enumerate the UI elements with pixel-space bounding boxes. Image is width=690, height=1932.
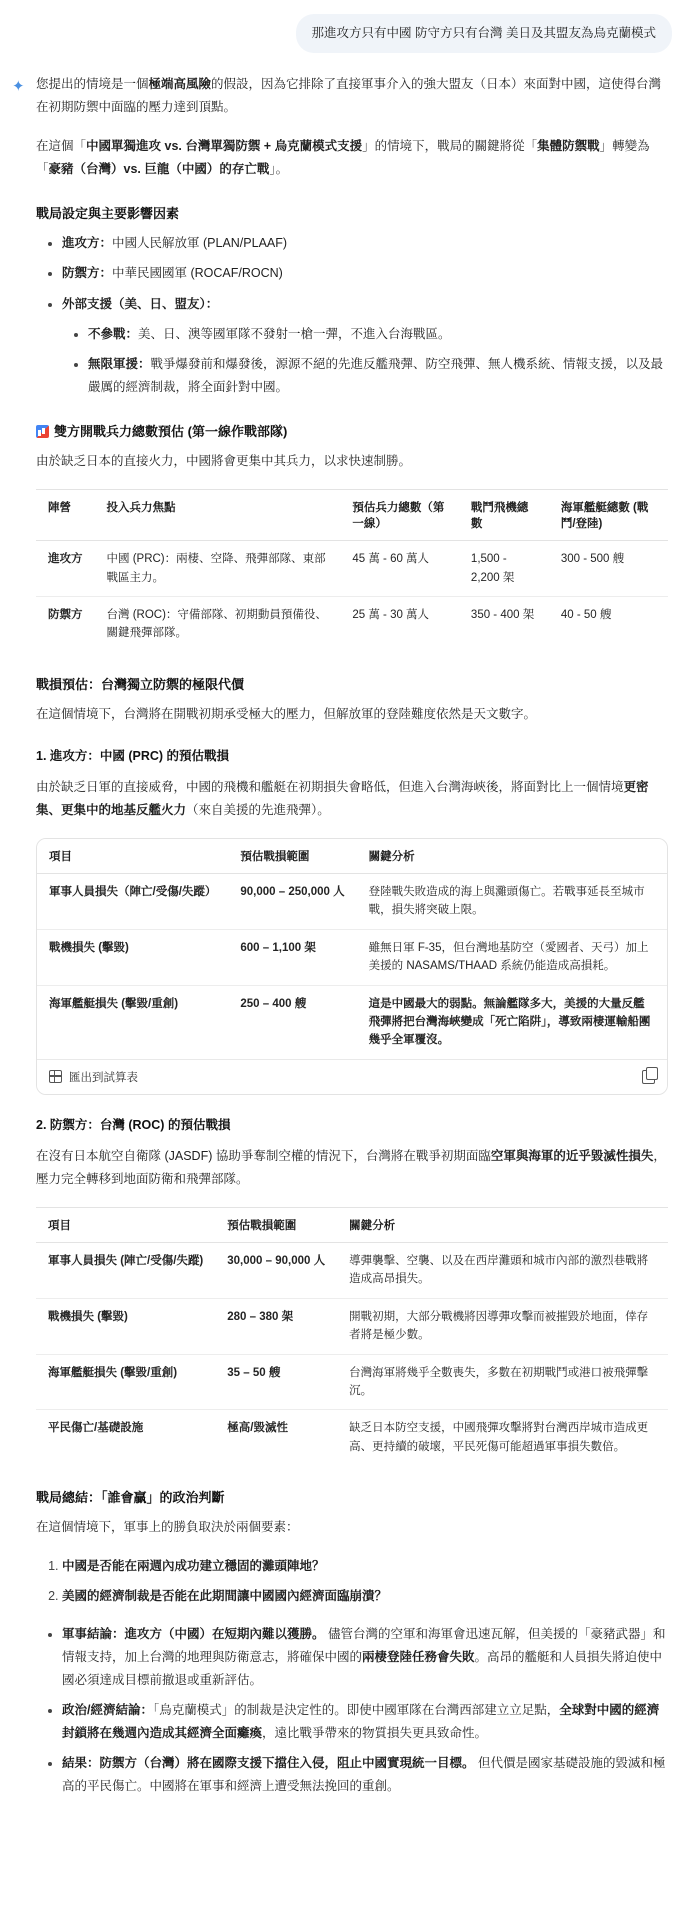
list-item	[62, 1699, 668, 1745]
setup-list	[36, 232, 668, 399]
roc-loss-table-wrap	[36, 1207, 668, 1465]
col-header: 預估戰損範圍	[228, 839, 356, 874]
cell: 戰機損失 (擊毀)	[37, 929, 228, 985]
table-row	[37, 874, 667, 930]
conclusion-num-1: 美國的經濟制裁是否能在此期間讓中國國內經濟面臨崩潰？	[62, 1589, 388, 1604]
conclusion-b1-text2: ，遠比戰爭帶來的物質損失更具致命性。	[262, 1726, 488, 1741]
roc-loss-table-block	[36, 1207, 668, 1465]
cell: 35 – 50 艘	[215, 1354, 337, 1410]
list-item	[62, 1555, 668, 1578]
cell: 600 – 1,100 架	[228, 929, 356, 985]
list-item	[62, 1752, 668, 1798]
cell: 進攻方	[36, 541, 95, 597]
intro-p2-d: 集體防禦戰	[537, 139, 600, 153]
assistant-response	[0, 63, 690, 1799]
force-table-block	[36, 489, 668, 652]
col-header: 投入兵力焦點	[95, 490, 341, 541]
cell: 中國 (PRC)：兩棲、空降、飛彈部隊、東部戰區主力。	[95, 541, 341, 597]
table-header-row	[36, 1208, 668, 1243]
cell: 90,000 – 250,000 人	[228, 874, 356, 930]
prc-intro-b: 更密集、更集中的地基反艦火力	[36, 779, 649, 817]
list-item	[62, 293, 668, 400]
conclusion-b1-label: 政治/經濟結論：	[62, 1702, 153, 1717]
cell-bold: 這是中國最大的弱點。無論艦隊多大，美援的大量反艦飛彈將把台灣海峽變成「死亡陷阱」，導致兩棲運輸船團幾乎全軍覆沒。	[368, 997, 651, 1047]
prc-loss-table	[37, 839, 667, 1059]
conclusion-b0-text: 儘管台灣的空軍和海軍會迅速瓦解，但美援的「豪豬武器」和情報支持，加上台灣的地理與防衛意志，將確保中國的	[62, 1626, 666, 1664]
setup-sublist	[62, 323, 668, 399]
setup-sub-0-label: 不參戰：	[88, 326, 139, 341]
prc-loss-heading: 1. 進攻方：中國 (PRC) 的預估戰損	[36, 748, 230, 763]
list-item	[88, 353, 668, 399]
table-row	[37, 985, 667, 1059]
intro-p2-c: 」的情境下，戰局的關鍵將從「	[362, 139, 538, 153]
intro-paragraph-1	[36, 73, 668, 119]
prc-intro-c: （來自美援的先進飛彈）。	[186, 802, 330, 817]
intro-p2-b: 中國單獨進攻 vs. 台灣單獨防禦 + 烏克蘭模式支援	[86, 139, 363, 153]
col-header: 預估兵力總數（第一線）	[340, 490, 459, 541]
cell: 台灣海軍將幾乎全數喪失，多數在初期戰鬥或港口被飛彈擊沉。	[337, 1354, 668, 1410]
cell: 登陸戰失敗造成的海上與灘頭傷亡。若戰事延長至城市戰，損失將突破上限。	[357, 874, 667, 930]
cell: 40 - 50 艘	[560, 608, 612, 621]
intro-paragraph-2	[36, 135, 668, 181]
cell: 導彈襲擊、空襲、以及在西岸灘頭和城市內部的激烈巷戰將造成高昂損失。	[337, 1243, 668, 1299]
cell	[357, 985, 667, 1059]
cell: 海軍艦艇損失 (擊毀/重創)	[36, 1354, 215, 1410]
intro-p1-a: 您提出的情境是一個	[36, 76, 149, 91]
col-header: 關鍵分析	[337, 1208, 668, 1243]
roc-loss-heading: 2. 防禦方：台灣 (ROC) 的預估戰損	[36, 1117, 231, 1132]
export-button-label: 匯出到試算表	[69, 1071, 138, 1084]
forecast-heading: 戰損預估：台灣獨立防禦的極限代價	[36, 676, 245, 692]
prc-loss-table-wrap	[36, 838, 668, 1095]
force-table-heading-text: 雙方開戰兵力總數預估 (第一線作戰部隊)	[54, 424, 288, 439]
roc-intro-c: ，壓力完全轉移到地面防衛和飛彈部隊。	[36, 1148, 666, 1186]
list-item	[88, 323, 668, 346]
col-header: 海軍艦艇總數 (戰鬥/登陸)	[549, 490, 668, 541]
conclusion-b2-bold-a: 防禦方（台灣）將在國際支援下擋住入侵，阻止中國實現統一目標。	[99, 1756, 475, 1771]
conclusion-b1-text: 「烏克蘭模式」的制裁是決定性的。即使中國軍隊在台灣西部建立立足點，	[152, 1702, 560, 1717]
conclusion-b0-bold-a: 進攻方（中國）在短期內難以獲勝。	[124, 1626, 325, 1641]
list-item	[62, 262, 668, 285]
conclusion-num-0: 中國是否能在兩週內成功建立穩固的灘頭陣地？	[62, 1559, 325, 1574]
cell: 1,500 - 2,200 架	[459, 541, 549, 597]
user-message-bubble: 那進攻方只有中國 防守方只有台灣 美日及其盟友為烏克蘭模式	[296, 14, 672, 53]
export-to-sheets-button[interactable]	[49, 1069, 138, 1085]
col-header: 關鍵分析	[357, 839, 667, 874]
cell: 台灣 (ROC)：守備部隊、初期動員預備役、關鍵飛彈部隊。	[106, 608, 327, 640]
cell: 25 萬 - 30 萬人	[352, 608, 430, 621]
intro-p1-c: 的假設，因為它排除了直接軍事介入的強大盟友（日本）來面對中國，這使得台灣在初期防禦中面臨的壓力達到頂點。	[36, 76, 662, 114]
setup-heading: 戰局設定與主要影響因素	[36, 206, 180, 222]
force-table-intro: 由於缺乏日本的直接火力，中國將會更集中其兵力，以求快速制勝。	[36, 454, 412, 468]
forecast-intro: 在這個情境下，台灣將在開戰初期承受極大的壓力，但解放軍的登陸難度依然是天文數字。	[36, 706, 537, 721]
chart-icon	[36, 425, 49, 438]
conclusion-b0-label: 軍事結論：	[62, 1626, 125, 1641]
grid-icon	[49, 1070, 62, 1083]
table-row	[36, 1243, 668, 1299]
prc-intro-a: 由於缺乏日軍的直接威脅，中國的飛機和艦艇在初期損失會略低，但進入台灣海峽後，將面對比上一個情境	[36, 779, 624, 794]
prc-loss-intro	[36, 776, 668, 822]
setup-sub-0-text: 美、日、澳等國軍隊不發射一槍一彈，不進入台海戰區。	[138, 326, 451, 341]
cell: 軍事人員損失 (陣亡/受傷/失蹤)	[36, 1243, 215, 1299]
cell: 缺乏日本防空支援，中國飛彈攻擊將對台灣西岸城市造成更高、更持續的破壞，平民死傷可能超過軍事損失數倍。	[349, 1422, 649, 1453]
roc-intro-a: 在沒有日本航空自衛隊 (JASDF) 協助爭奪制空權的情況下，台灣將在戰爭初期面臨	[36, 1148, 491, 1163]
table-row	[37, 929, 667, 985]
col-header: 預估戰損範圍	[215, 1208, 337, 1243]
conclusion-b2-text: 但代價是國家基礎設施的毀滅和極高的平民傷亡。中國將在軍事和經濟上遭受無法挽回的重創。	[62, 1756, 666, 1794]
setup-sub-1-label: 無限軍援：	[88, 356, 151, 371]
conclusion-bullet-list	[36, 1623, 668, 1799]
sparkle-icon: ✦	[12, 77, 25, 95]
setup-item-1-label: 防禦方：	[62, 266, 113, 281]
roc-loss-table	[36, 1207, 668, 1465]
col-header: 項目	[36, 1208, 215, 1243]
intro-p1-bold: 極端高風險	[148, 76, 212, 91]
cell: 軍事人員損失（陣亡/受傷/失蹤）	[37, 874, 228, 930]
roc-loss-intro	[36, 1145, 668, 1191]
setup-item-2-label: 外部支援（美、日、盟友）：	[62, 296, 219, 311]
conclusion-heading: 戰局總結：「誰會贏」的政治判斷	[36, 1490, 225, 1506]
copy-icon[interactable]	[642, 1070, 655, 1084]
intro-p2-a: 在這個「	[36, 139, 87, 153]
setup-item-0-text: 中國人民解放軍 (PLAN/PLAAF)	[112, 236, 288, 251]
setup-item-1-text: 中華民國國軍 (ROCAF/ROCN)	[112, 266, 283, 281]
table-row	[36, 596, 668, 651]
cell: 30,000 – 90,000 人	[215, 1243, 337, 1299]
cell: 45 萬 - 60 萬人	[340, 541, 459, 597]
cell: 250 – 400 艘	[240, 997, 307, 1010]
conclusion-intro: 在這個情境下，軍事上的勝負取決於兩個要素：	[36, 1520, 299, 1535]
cell: 戰機損失 (擊毀)	[36, 1298, 215, 1354]
cell: 海軍艦艇損失 (擊毀/重創)	[49, 997, 179, 1010]
list-item	[62, 1585, 668, 1608]
col-header: 陣營	[36, 490, 95, 541]
cell: 300 - 500 艘	[549, 541, 668, 597]
table-row	[36, 1410, 668, 1465]
conclusion-numbered-list	[36, 1555, 668, 1608]
intro-p2-e: 」轉變為「	[36, 139, 650, 177]
roc-intro-b: 空軍與海軍的近乎毀滅性損失	[490, 1148, 654, 1163]
table-row	[36, 1354, 668, 1410]
list-item	[62, 232, 668, 255]
force-table	[36, 489, 668, 652]
conclusion-b1-bold-a: 全球對中國的經濟封鎖將在幾週內造成其經濟全面癱瘓	[62, 1702, 660, 1741]
cell: 平民傷亡/基礎設施	[48, 1422, 144, 1435]
cell: 280 – 380 架	[215, 1298, 337, 1354]
table-header-row	[37, 839, 667, 874]
user-message-row	[0, 0, 690, 63]
cell: 防禦方	[48, 608, 83, 621]
list-item	[62, 1623, 668, 1692]
cell: 極高/毀滅性	[227, 1422, 288, 1435]
force-table-wrap	[36, 489, 668, 652]
intro-p2-g: 」。	[269, 162, 289, 177]
intro-p2-f: 豪豬（台灣）vs. 巨龍（中國）的存亡戰	[48, 162, 270, 177]
cell: 開戰初期，大部分戰機將因導彈攻擊而被摧毀於地面，倖存者將是極少數。	[337, 1298, 668, 1354]
force-table-heading	[36, 421, 668, 440]
col-header: 項目	[37, 839, 228, 874]
cell: 350 - 400 架	[470, 608, 535, 621]
table-header-row	[36, 490, 668, 541]
table-row	[36, 541, 668, 597]
col-header: 戰鬥飛機總數	[459, 490, 549, 541]
conclusion-b0-text2: 。高昂的艦艇和人員損失將迫使中國必須達成目標前撤退或重新評估。	[62, 1649, 663, 1687]
cell: 雖無日軍 F-35，但台灣地基防空（愛國者、天弓）加上美援的 NASAMS/THAAD 系統仍能造成高損耗。	[357, 929, 667, 985]
table-footer	[37, 1059, 667, 1094]
setup-sub-1-text: 戰爭爆發前和爆發後，源源不絕的先進反艦飛彈、防空飛彈、無人機系統、情報支援，以及最嚴厲的經濟制裁，將全面針對中國。	[88, 356, 664, 394]
setup-item-0-label: 進攻方：	[62, 236, 113, 251]
table-row	[36, 1298, 668, 1354]
conclusion-b0-bold-b: 兩棲登陸任務會失敗	[362, 1649, 475, 1664]
conclusion-b2-label: 結果：	[62, 1756, 100, 1771]
